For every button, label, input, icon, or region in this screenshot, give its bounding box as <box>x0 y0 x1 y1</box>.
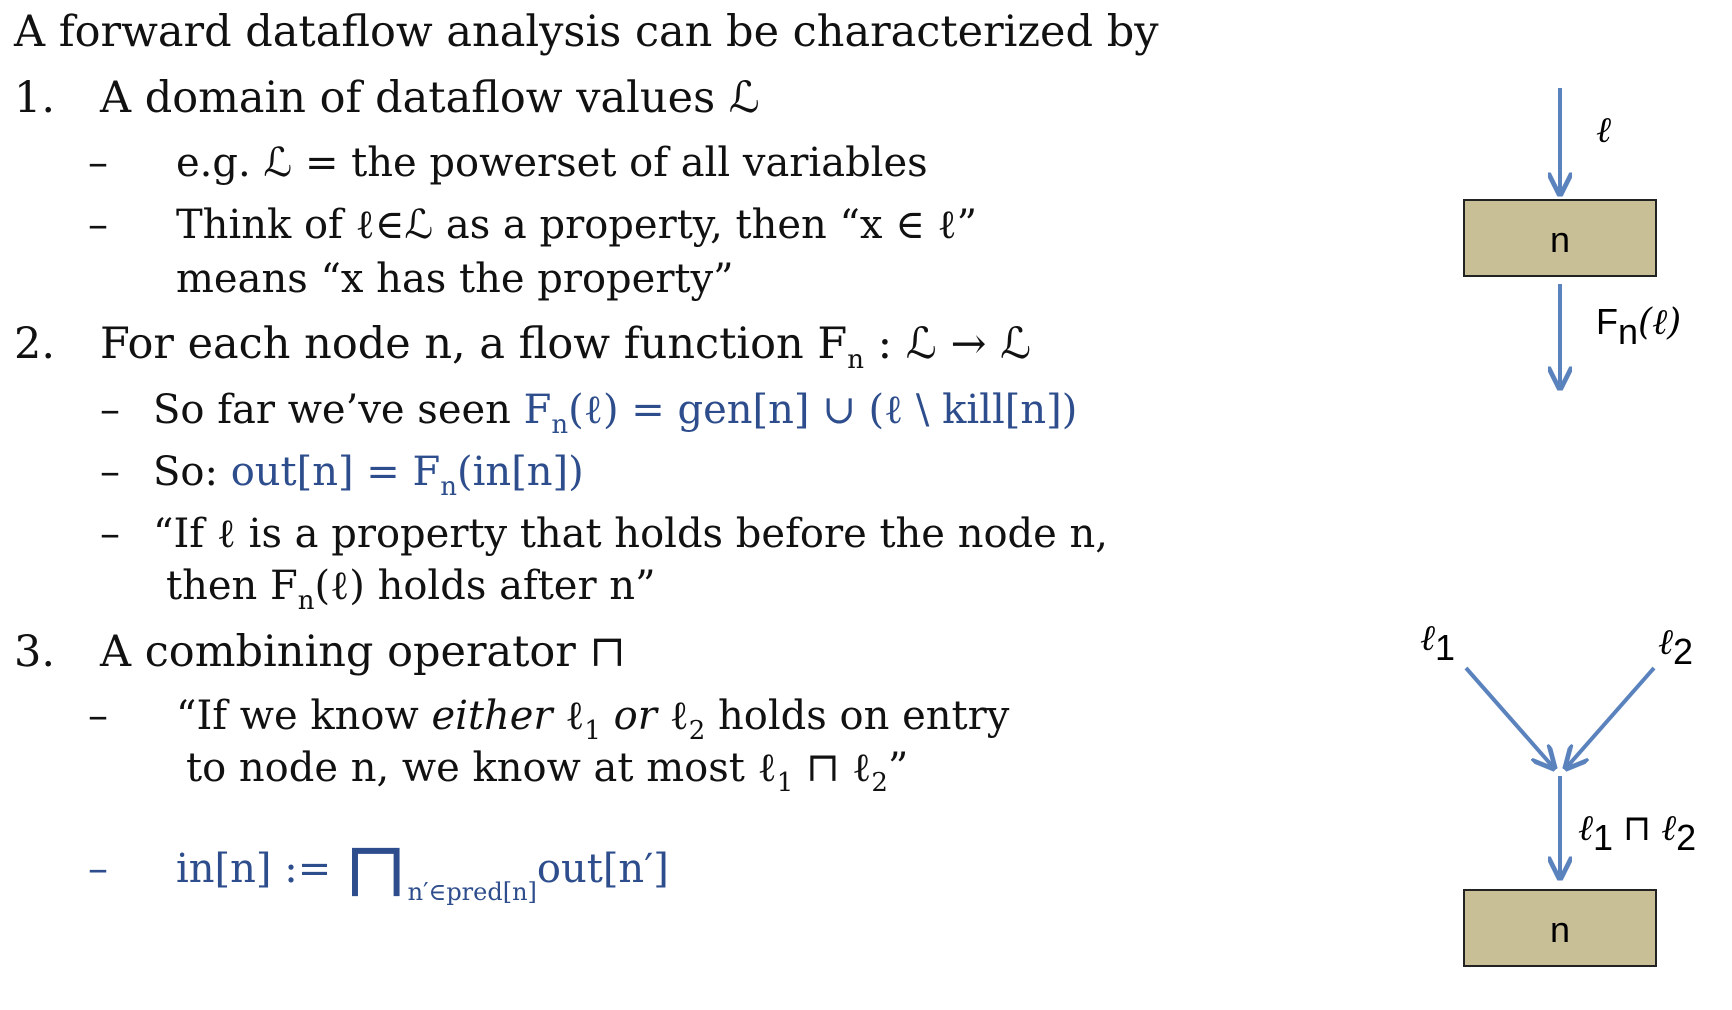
item-1-sub-2-dash: – <box>88 202 108 248</box>
item-2-number: 2. <box>14 319 56 369</box>
item-2-text: For each node n, a flow function $F_n$ : ℒ → ℒ <box>100 319 1032 375</box>
out-equation: $out[n] = F_n(in[n])$ <box>230 449 584 502</box>
item-3-sub-1-line-2: to node n, we know at most ℓ$_1$ ⊓ ℓ$_2$” <box>186 745 909 798</box>
flow-function-equation: $F_n(\ell) = gen[n]$ ∪ (ℓ \ kill[n]) <box>523 387 1078 440</box>
item-2-sub-3-line-1: “If ℓ is a property that holds before the node n, <box>153 511 1108 557</box>
item-2-sub-2: So: $out[n] = F_n(in[n])$ <box>153 449 584 502</box>
meet-node-label: n <box>1549 909 1571 950</box>
item-2-sub-1: So far we’ve seen $F_n(\ell) = gen[n]$ ∪ (ℓ \ kill[n]) <box>153 387 1078 440</box>
meet-flow-diagram <box>1420 618 1696 966</box>
item-3-sub-2-dash: – <box>88 846 108 892</box>
item-1-number: 1. <box>14 73 56 123</box>
input-label: ℓ <box>1596 110 1611 151</box>
left-input-arrow <box>1466 668 1554 768</box>
item-1-sub-2-line-2: means “x has the property” <box>176 256 734 302</box>
item-1-text: A domain of dataflow values ℒ <box>100 73 760 123</box>
left-input-label: ℓ1 <box>1420 618 1456 668</box>
single-node-flow-diagram <box>1464 88 1681 388</box>
item-1-sub-1-dash: – <box>88 140 108 186</box>
node-label: n <box>1549 219 1571 260</box>
item-3-sub-1-dash: – <box>88 693 108 739</box>
item-2-sub-1-dash: – <box>100 387 120 433</box>
item-3-sub-1-line-1: “If we know either ℓ$_1$ or ℓ$_2$ holds on entry <box>176 693 1010 746</box>
item-2-sub-3-line-2: then $F_n(\ell)$ holds after n” <box>166 563 656 616</box>
right-input-label: ℓ2 <box>1658 622 1694 672</box>
meet-label: ℓ1 ⊓ ℓ2 <box>1578 807 1697 858</box>
meet-operator-symbol: ⊓ <box>343 825 408 914</box>
item-1-sub-1: e.g. ℒ = the powerset of all variables <box>176 140 928 186</box>
item-3-number: 3. <box>14 627 56 677</box>
output-label: Fn(ℓ) <box>1596 301 1682 352</box>
slide-heading: A forward dataflow analysis can be characterized by <box>14 7 1159 57</box>
right-input-arrow <box>1566 668 1654 768</box>
item-2-sub-3-dash: – <box>100 511 120 557</box>
item-3-text: A combining operator ⊓ <box>100 627 626 677</box>
item-2-sub-2-dash: – <box>100 449 120 495</box>
in-equation: in[n] := $⊓_{n'\in pred[n]}out[n']$ <box>176 825 669 914</box>
item-1-sub-2-line-1: Think of ℓ∈ℒ as a property, then “x ∈ ℓ” <box>176 202 978 248</box>
